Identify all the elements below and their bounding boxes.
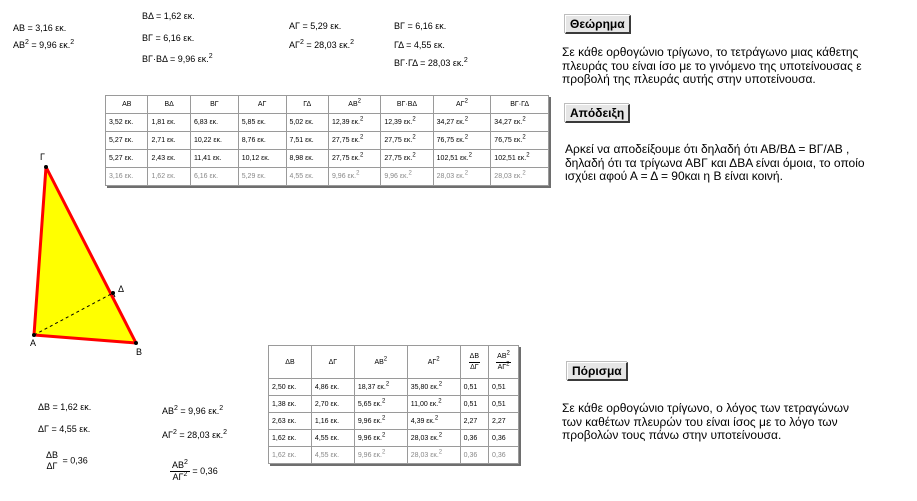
table-cell-value: 2,63 εκ. <box>272 417 297 425</box>
square-exponent: 2 <box>183 471 188 478</box>
table-cell-value: 12,39 εκ. <box>384 119 413 126</box>
table-cell-value: 2,43 εκ. <box>151 155 176 162</box>
measurement-db: ΔΒ = 1,62 εκ. <box>38 402 92 412</box>
square-exponent: 2 <box>299 39 304 46</box>
table-cell <box>460 430 488 447</box>
table-cell-value: 4,55 εκ. <box>314 434 340 442</box>
ratio-numerator: ΔΒ <box>46 450 59 460</box>
table-header-row <box>269 346 519 379</box>
table-cell-value: 27,75 εκ. <box>331 155 360 162</box>
ratio-squares <box>170 460 218 483</box>
table-cell-value: 4,55 εκ. <box>289 173 314 180</box>
square-exponent: 2 <box>385 381 390 388</box>
ratio-squares-fraction <box>170 460 190 483</box>
table-cell-value: 27,75 εκ. <box>384 137 413 144</box>
table-cell <box>238 150 286 168</box>
header-fraction-numerator-text: ΑΒ <box>497 352 507 360</box>
table-cell <box>269 396 312 413</box>
table-cell <box>433 114 491 132</box>
square-exponent: 2 <box>208 53 213 60</box>
table-header-text: ΑΓ <box>456 101 465 108</box>
table-cell-value: 11,41 εκ. <box>193 155 222 162</box>
table-cell-value: 0,51 <box>463 383 478 391</box>
measurement-bg-bd <box>142 54 213 65</box>
table-cell <box>106 132 148 150</box>
table-row <box>269 396 519 413</box>
table-cell-value: 9,96 εκ. <box>357 451 382 459</box>
table-cell <box>269 447 312 464</box>
table-cell-value: 28,03 εκ. <box>410 434 439 442</box>
square-exponent: 2 <box>438 449 443 456</box>
table-cell <box>328 168 380 186</box>
table-header-text: ΑΒ <box>122 101 132 108</box>
square-exponent: 2 <box>174 405 178 412</box>
measurement-ab-squared-bottom-lhs: ΑΒ <box>162 406 175 416</box>
table-cell <box>238 114 286 132</box>
square-exponent: 2 <box>184 459 188 466</box>
table-cell-value: 5,85 εκ. <box>241 119 266 126</box>
square-exponent: 2 <box>219 405 224 412</box>
table-cell <box>286 114 328 132</box>
table-cell <box>460 413 488 430</box>
measurement-ab-squared-bottom <box>162 406 223 417</box>
vertex-label-g: Γ <box>40 152 45 162</box>
table-cell-value: 9,96 εκ. <box>357 417 382 425</box>
table-cell <box>190 114 238 132</box>
corollary-line: των καθέτων πλευρών του είναι ίσος με το λόγο των <box>562 414 838 429</box>
table-cell-value: 27,75 εκ. <box>331 137 360 144</box>
square-exponent: 2 <box>381 415 386 422</box>
square-exponent: 2 <box>381 449 386 456</box>
table-header-text: ΑΓ <box>257 101 267 108</box>
measurement-ab-squared-bottom-rhs: = 9,96 εκ. <box>177 406 220 416</box>
table-cell-value: 35,80 εκ. <box>410 383 439 391</box>
square-exponent: 2 <box>438 381 443 388</box>
table-cell-value: 5,29 εκ. <box>241 173 266 180</box>
table-cell <box>354 396 407 413</box>
table-cell <box>328 114 380 132</box>
table-cell-value: 9,96 εκ. <box>331 173 357 180</box>
table-cell-value: 1,62 εκ. <box>272 434 297 442</box>
table-cell-value: 2,27 <box>492 417 506 425</box>
table-cell <box>286 150 328 168</box>
header-fraction-denominator-text: ΑΓ <box>497 363 507 371</box>
table-cell-value: 0,36 <box>492 434 506 442</box>
theorem-line: πλευράς του είναι ίσο με το γινόμενο της υποτείνουσας ε <box>562 58 862 73</box>
table-cell-value: 4,55 εκ. <box>314 451 340 459</box>
table-row <box>269 379 519 396</box>
table-row <box>106 132 549 150</box>
table-header-cell: ΔΒ <box>269 346 312 379</box>
measurement-bg-2: ΒΓ = 6,16 εκ. <box>394 21 447 31</box>
table-cell-value: 5,65 εκ. <box>357 400 382 408</box>
table-row <box>269 430 519 447</box>
table-cell-value: 76,75 εκ. <box>436 137 465 144</box>
table-cell <box>328 132 380 150</box>
table-cell-value: 76,75 εκ. <box>494 137 523 144</box>
table-cell <box>407 413 460 430</box>
square-exponent: 2 <box>381 398 386 405</box>
square-exponent: 2 <box>223 429 228 436</box>
table-header-cell <box>328 96 380 114</box>
measurement-dg: ΔΓ = 4,55 εκ. <box>38 424 91 434</box>
square-exponent: 2 <box>522 116 526 123</box>
table-cell <box>489 396 519 413</box>
table-header-text: ΒΓ·ΒΔ <box>396 101 418 108</box>
square-exponent: 2 <box>25 39 29 46</box>
table-cell-value: 10,12 εκ. <box>241 155 270 162</box>
square-exponent: 2 <box>356 170 360 177</box>
ratio-squares-denominator <box>171 472 190 483</box>
table-cell-value: 5,27 εκ. <box>109 137 134 144</box>
header-fraction-denominator <box>498 363 510 373</box>
square-exponent: 2 <box>172 429 177 436</box>
table-cell <box>460 379 488 396</box>
square-exponent: 2 <box>360 152 364 159</box>
measurement-bg: ΒΓ = 6,16 εκ. <box>142 33 195 43</box>
vertex-g-point <box>44 165 48 169</box>
table-cell-value: 9,96 εκ. <box>384 173 409 180</box>
table-cell-value: 9,96 εκ. <box>357 434 382 442</box>
table-cell-value: 0,51 <box>463 400 478 408</box>
table-header-cell <box>238 96 286 114</box>
square-exponent: 2 <box>434 415 439 422</box>
table-cell-value: 1,81 εκ. <box>151 119 176 126</box>
table-cell-value: 11,00 εκ. <box>410 400 439 408</box>
table-cell <box>311 413 354 430</box>
table-cell-value: 34,27 εκ. <box>436 119 465 126</box>
header-fraction-numerator: ΔΒ <box>469 352 480 363</box>
table-cell-value: 2,70 εκ. <box>314 400 340 408</box>
table-cell-value: 2,27 <box>463 417 478 425</box>
ratio-squares-numerator-text: ΑΒ <box>172 460 185 470</box>
table-cell <box>381 132 433 150</box>
table-cell-value: 0,36 <box>463 434 478 442</box>
square-exponent: 2 <box>464 98 468 105</box>
square-exponent: 2 <box>522 134 526 141</box>
table-header-text: ΑΓ <box>427 358 437 366</box>
table-header-cell <box>491 96 549 114</box>
table-cell <box>148 132 190 150</box>
table-row <box>269 447 519 464</box>
table-cell <box>311 430 354 447</box>
square-exponent: 2 <box>412 152 416 159</box>
vertex-b-point <box>134 341 138 345</box>
table-cell-value: 0,36 <box>463 451 478 459</box>
measurement-bd: ΒΔ = 1,62 εκ. <box>142 11 195 21</box>
table-cell-value: 27,75 εκ. <box>384 155 413 162</box>
table-header-cell <box>106 96 148 114</box>
table-cell <box>328 150 380 168</box>
ratio-squares-denominator-text: ΑΓ <box>172 472 184 482</box>
square-exponent: 2 <box>412 116 416 123</box>
square-exponent: 2 <box>526 152 530 159</box>
table-cell-value: 4,86 εκ. <box>314 383 340 391</box>
square-exponent: 2 <box>464 170 469 177</box>
table-cell-value: 4,39 εκ. <box>410 417 435 425</box>
table-cell <box>489 447 519 464</box>
header-fraction-db-dg <box>469 352 480 373</box>
table-cell <box>148 114 190 132</box>
square-exponent: 2 <box>464 134 469 141</box>
vertex-label-a: Α <box>30 338 37 348</box>
table-cell-value: 8,76 εκ. <box>241 137 266 144</box>
table-cell <box>460 447 488 464</box>
measurement-ag-squared-bottom-rhs: = 28,03 εκ. <box>176 430 224 440</box>
table-cell-value: 3,16 εκ. <box>109 173 134 180</box>
table-cell <box>106 114 148 132</box>
table-cell <box>491 132 549 150</box>
ratio-squares-value: = 0,36 <box>189 465 218 476</box>
square-exponent: 2 <box>412 134 416 141</box>
measurement-ab-squared-lhs: ΑΒ <box>13 40 26 50</box>
ratio-db-dg <box>44 450 88 472</box>
table-cell <box>381 114 433 132</box>
measurement-bg-gd-text: ΒΓ·ΓΔ = 28,03 εκ. <box>394 58 464 68</box>
proof-line: ισχύει αφού Α = Δ = 90και η Β είναι κοινή. <box>565 169 783 183</box>
table-cell-value: 1,62 εκ. <box>272 451 297 459</box>
table-cell <box>354 413 407 430</box>
table-header-cell <box>381 96 433 114</box>
table-cell <box>381 150 433 168</box>
square-exponent: 2 <box>360 116 364 123</box>
proof-line: Αρκεί να αποδείξουμε ότι δηλαδή ότι ΑΒ/ΒΔ = ΒΓ/ΑΒ , <box>565 143 850 156</box>
ratio-table <box>268 345 519 464</box>
square-exponent: 2 <box>438 398 442 405</box>
table-cell <box>269 379 312 396</box>
table-cell-value: 0,51 <box>492 383 506 391</box>
table-cell <box>238 132 286 150</box>
table-cell <box>269 430 312 447</box>
table-cell <box>311 379 354 396</box>
measurement-ag-squared-lhs: ΑΓ <box>289 40 300 50</box>
square-exponent: 2 <box>357 98 361 105</box>
table-cell <box>354 430 407 447</box>
table-cell-value: 2,71 εκ. <box>151 137 176 144</box>
corollary-text <box>562 402 917 443</box>
measurement-ag-squared-bottom <box>162 430 227 441</box>
table-header-cell <box>407 346 460 379</box>
table-cell <box>311 447 354 464</box>
square-exponent: 2 <box>463 57 468 64</box>
table-cell <box>433 168 491 186</box>
table-cell-value: 102,51 εκ. <box>494 155 527 162</box>
table-cell <box>286 168 328 186</box>
theorem-heading: Θεώρημα <box>565 15 631 34</box>
table-cell-value: 8,98 εκ. <box>289 155 314 162</box>
table-header-text: ΒΓ <box>210 101 219 108</box>
square-exponent: 2 <box>383 356 388 363</box>
measurement-ab: ΑΒ = 3,16 εκ. <box>13 23 67 33</box>
table-cell <box>433 150 491 168</box>
table-cell <box>491 114 549 132</box>
proof-text <box>565 143 917 184</box>
theorem-line: Σε κάθε ορθογώνιο τρίγωνο, το τετράγωνο μιας κάθετης <box>562 46 859 59</box>
table-cell-value: 102,51 εκ. <box>436 155 469 162</box>
table-cell <box>433 132 491 150</box>
table-cell-value: 1,62 εκ. <box>151 173 176 180</box>
table-cell <box>190 132 238 150</box>
square-exponent: 2 <box>381 432 386 439</box>
table-cell-value: 28,03 εκ. <box>494 173 523 180</box>
table-header-cell: ΔΓ <box>311 346 354 379</box>
header-fraction-denominator: ΔΓ <box>470 363 479 371</box>
table-header-cell <box>286 96 328 114</box>
table-header-cell <box>433 96 491 114</box>
table-cell <box>311 396 354 413</box>
table-cell <box>286 132 328 150</box>
table-header-row <box>106 96 549 114</box>
ratio-db-dg-value: = 0,36 <box>60 455 88 466</box>
square-exponent: 2 <box>464 116 469 123</box>
measurement-ag-squared-rhs: = 28,03 εκ. <box>303 40 351 50</box>
measurement-bg-gd <box>394 58 468 69</box>
corollary-heading: Πόρισμα <box>567 362 628 381</box>
table-cell <box>489 413 519 430</box>
header-fraction-squares <box>496 352 511 373</box>
corollary-line: Σε κάθε ορθογώνιο τρίγωνο, ο λόγος των τετραγώνων <box>562 402 849 415</box>
square-exponent: 2 <box>522 170 526 177</box>
table-cell-value: 34,27 εκ. <box>494 119 523 126</box>
square-exponent: 2 <box>408 170 412 177</box>
measurement-ag-squared <box>289 40 354 51</box>
table-cell <box>354 379 407 396</box>
right-triangle-figure <box>20 148 200 368</box>
square-exponent: 2 <box>506 350 510 357</box>
table-cell <box>354 447 407 464</box>
table-header-cell <box>460 346 488 379</box>
table-cell-value: 28,03 εκ. <box>410 451 439 459</box>
ratio-denominator: ΔΓ <box>46 461 58 471</box>
corollary-line: προβολών τους πάνω στην υποτείνουσα. <box>562 428 782 442</box>
table-header-cell <box>190 96 238 114</box>
square-exponent: 2 <box>468 152 472 159</box>
square-exponent: 2 <box>350 39 355 46</box>
table-cell <box>407 396 460 413</box>
theorem-text <box>562 46 917 87</box>
square-exponent: 2 <box>436 356 440 363</box>
table-row <box>269 413 519 430</box>
proof-heading: Απόδειξη <box>565 104 630 123</box>
table-cell <box>489 430 519 447</box>
theorem-line: προβολή της πλευράς αυτής στην υποτείνουσα. <box>562 72 816 86</box>
vertex-label-b: Β <box>136 347 143 357</box>
measurement-ag: ΑΓ = 5,29 εκ. <box>289 21 342 31</box>
table-cell <box>407 379 460 396</box>
vertex-a-point <box>32 333 36 337</box>
table-cell-value: 18,37 εκ. <box>357 383 386 391</box>
table-cell-value: 12,39 εκ. <box>331 119 360 126</box>
table-cell-value: 5,02 εκ. <box>289 119 314 126</box>
table-cell-value: 0,36 <box>492 451 506 459</box>
table-cell-value: 6,83 εκ. <box>193 119 219 126</box>
table-cell <box>407 447 460 464</box>
table-header-text: ΒΔ <box>164 101 174 108</box>
measurement-bg-bd-text: ΒΓ·ΒΔ = 9,96 εκ. <box>142 54 209 64</box>
triangle-abg <box>34 167 136 343</box>
square-exponent: 2 <box>360 134 364 141</box>
square-exponent: 2 <box>506 361 510 368</box>
table-cell-value: 10,22 εκ. <box>193 137 222 144</box>
table-cell-value: 6,16 εκ. <box>193 173 219 180</box>
table-header-cell <box>354 346 407 379</box>
table-header-text: ΑΒ <box>374 358 384 366</box>
table-cell-value: 3,52 εκ. <box>109 119 134 126</box>
table-cell-value: 7,51 εκ. <box>289 137 314 144</box>
table-row <box>106 114 549 132</box>
table-cell <box>269 413 312 430</box>
vertex-label-d: Δ <box>118 284 125 294</box>
table-header-text: ΓΔ <box>303 101 312 108</box>
table-cell-value: 2,50 εκ. <box>272 383 297 391</box>
measurement-ag-squared-bottom-lhs: ΑΓ <box>162 430 173 440</box>
table-header-cell <box>489 346 519 379</box>
table-cell <box>238 168 286 186</box>
table-cell <box>489 379 519 396</box>
table-header-cell <box>148 96 190 114</box>
table-cell-value: 28,03 εκ. <box>436 173 465 180</box>
measurement-ab-squared-rhs: = 9,96 εκ. <box>28 40 71 50</box>
table-cell-value: 1,38 εκ. <box>272 400 297 408</box>
proof-line: δηλαδή ότι τα τρίγωνα ΑΒΓ και ΔΒΑ είναι όμοια, το οποίο <box>565 155 865 170</box>
measurement-ab-squared <box>13 40 74 51</box>
table-header-text: ΒΓ·ΓΔ <box>510 101 530 108</box>
table-cell <box>381 168 433 186</box>
square-exponent: 2 <box>438 432 443 439</box>
table-cell-value: 1,16 εκ. <box>314 417 340 425</box>
table-cell <box>491 150 549 168</box>
square-exponent: 2 <box>70 39 75 46</box>
table-cell-value: 5,27 εκ. <box>109 155 134 162</box>
measurement-gd: ΓΔ = 4,55 εκ. <box>394 40 445 50</box>
ratio-db-dg-fraction <box>44 450 60 472</box>
table-header-text: ΑΒ <box>348 101 358 108</box>
vertex-d-point <box>111 291 115 295</box>
table-cell <box>460 396 488 413</box>
table-cell <box>491 168 549 186</box>
table-cell-value: 0,51 <box>492 400 506 408</box>
table-cell <box>407 430 460 447</box>
